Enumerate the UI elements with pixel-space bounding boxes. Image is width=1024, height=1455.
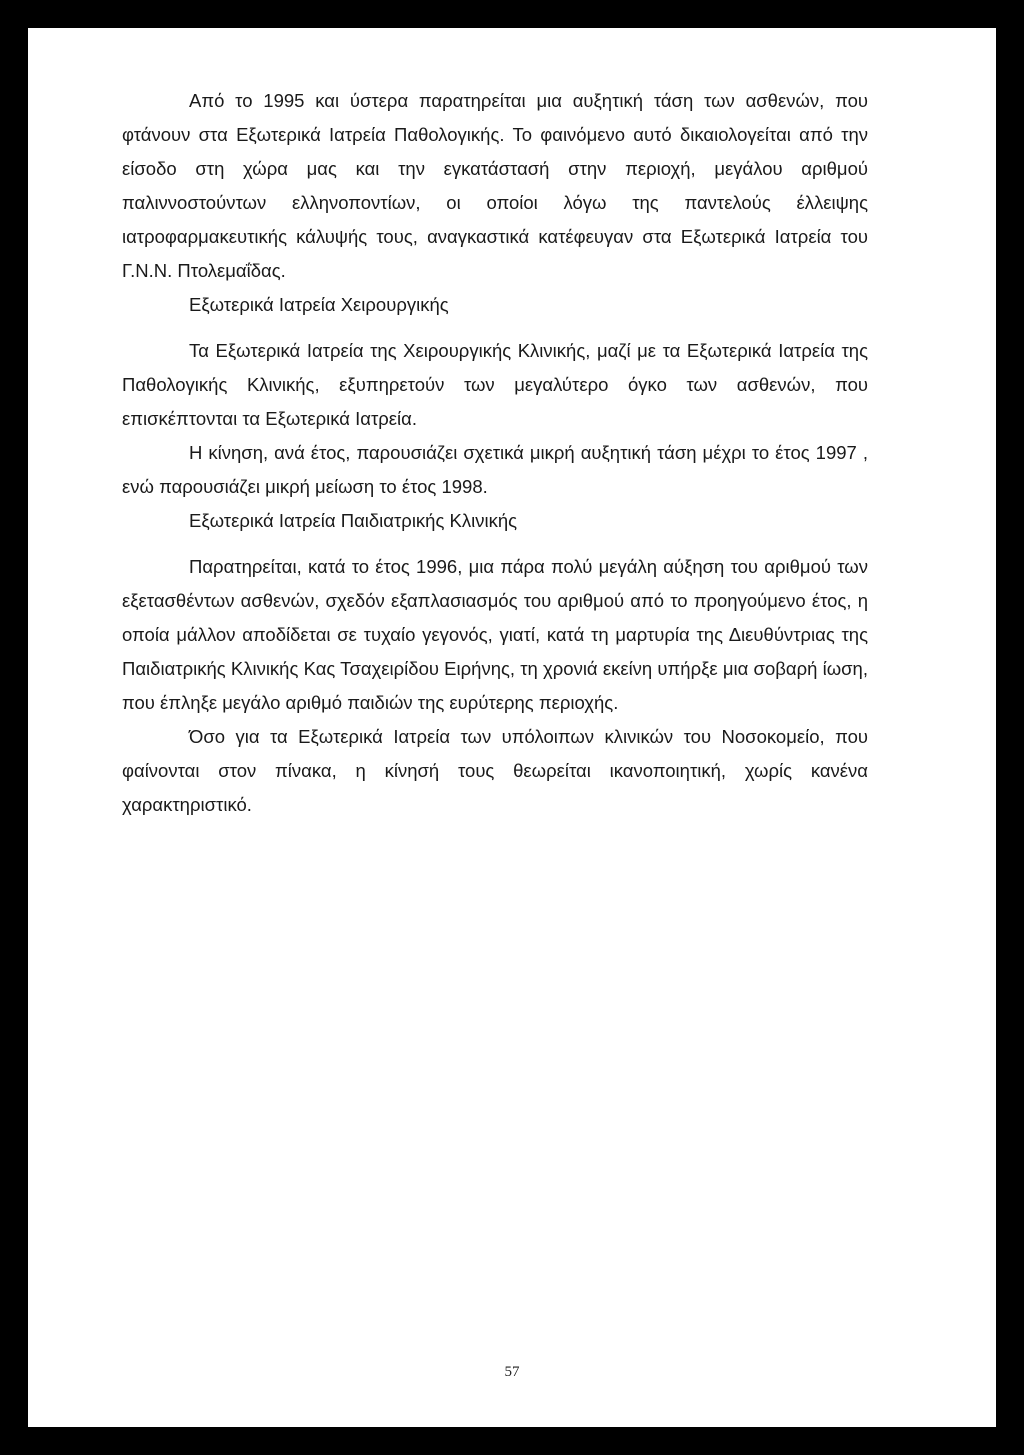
spacer bbox=[122, 538, 868, 550]
document-page bbox=[28, 28, 996, 1427]
pediatrics-section-heading: Εξωτερικά Ιατρεία Παιδιατρικής Κλινικής bbox=[189, 510, 518, 531]
pediatrics-paragraph-2: Όσο για τα Εξωτερικά Ιατρεία των υπόλοιπων κλινικών του Νοσοκομείο, που φαίνονται στον πίνακα, η κίνησή τους θεωρείται ικανοποιητική, χωρίς κανένα χαρακτηριστικό. bbox=[122, 726, 868, 815]
surgery-section-heading: Εξωτερικά Ιατρεία Χειρουργικής bbox=[189, 294, 449, 315]
intro-paragraph: Από το 1995 και ύστερα παρατηρείται μια αυξητική τάση των ασθενών, που φτάνουν στα Εξωτερικά Ιατρεία Παθολογικής. Το φαινόμενο αυτό δικαιολογείται από την είσοδο στη χώρα μας και την εγκατάστασή στην περιοχή, μεγάλου αριθμού παλιννοστούντων ελληνοποντίων, οι οποίοι λόγω της παντελούς έλλειψης ιατροφαρμακευτικής κάλυψής τους, αναγκαστικά κατέφευγαν στα Εξωτερικά Ιατρεία του Γ.Ν.Ν. Πτολεμαΐδας. bbox=[122, 90, 868, 281]
document-body bbox=[122, 84, 868, 822]
spacer bbox=[122, 322, 868, 334]
page-number: 57 bbox=[504, 1364, 520, 1380]
surgery-paragraph-1: Τα Εξωτερικά Ιατρεία της Χειρουργικής Κλινικής, μαζί με τα Εξωτερικά Ιατρεία της Παθολογικής Κλινικής, εξυπηρετούν των μεγαλύτερο όγκο των ασθενών, που επισκέπτονται τα Εξωτερικά Ιατρεία. bbox=[122, 340, 868, 429]
surgery-paragraph-2: Η κίνηση, ανά έτος, παρουσιάζει σχετικά μικρή αυξητική τάση μέχρι το έτος 1997 , ενώ παρουσιάζει μικρή μείωση το έτος 1998. bbox=[122, 442, 868, 497]
pediatrics-paragraph-1: Παρατηρείται, κατά το έτος 1996, μια πάρα πολύ μεγάλη αύξηση του αριθμού των εξετασθέντων ασθενών, σχεδόν εξαπλασιασμός του αριθμού από το προηγούμενο έτος, η οποία μάλλον αποδίδεται σε τυχαίο γεγονός, γιατί, κατά τη μαρτυρία της Διευθύντριας της Παιδιατρικής Κλινικής Κας Τσαχειρίδου Ειρήνης, τη χρονιά εκείνη υπήρξε μια σοβαρή ίωση, που έπληξε μεγάλο αριθμό παιδιών της ευρύτερης περιοχής. bbox=[122, 556, 868, 713]
